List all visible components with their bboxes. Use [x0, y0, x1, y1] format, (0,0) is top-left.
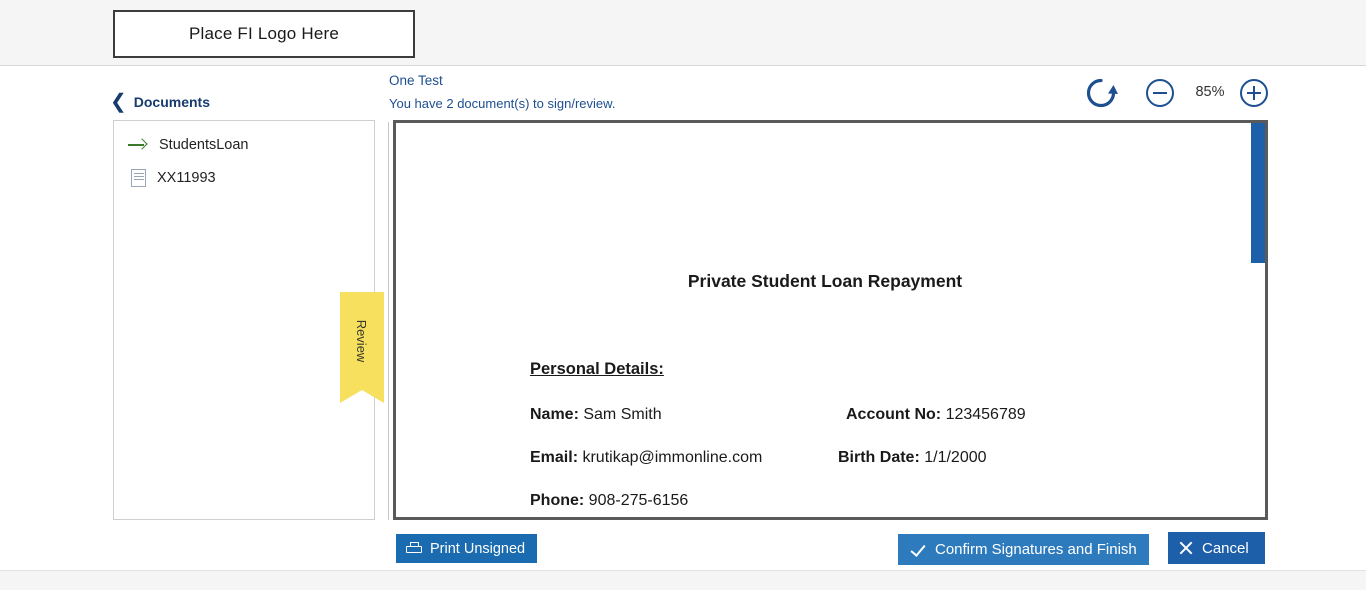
- field-phone: [530, 492, 688, 510]
- viewer-scrollbar[interactable]: [1251, 123, 1265, 517]
- confirm-signatures-label: Confirm Signatures and Finish: [935, 541, 1137, 558]
- top-logo-bar: [0, 0, 1366, 66]
- back-to-documents-button[interactable]: [110, 92, 210, 112]
- cancel-button[interactable]: [1168, 532, 1265, 564]
- check-icon: [910, 542, 925, 557]
- review-tab-flag[interactable]: [340, 292, 384, 390]
- field-phone-label: Phone:: [530, 492, 585, 509]
- logo-placeholder-box: [113, 10, 415, 58]
- zoom-in-button[interactable]: [1240, 79, 1268, 107]
- field-account-no-value: 123456789: [945, 406, 1026, 423]
- document-viewer: [393, 120, 1268, 520]
- logo-placeholder-text: Place FI Logo Here: [188, 24, 340, 43]
- bottom-strip: [0, 570, 1366, 590]
- back-to-documents-label: Documents: [133, 94, 210, 110]
- document-page: [396, 123, 1254, 517]
- list-item[interactable]: [128, 137, 249, 153]
- viewer-scrollbar-thumb[interactable]: [1251, 123, 1265, 263]
- envelope-subtitle: You have 2 document(s) to sign/review.: [389, 96, 616, 111]
- document-title: Private Student Loan Repayment: [687, 271, 963, 291]
- document-section-heading: Personal Details:: [530, 360, 664, 378]
- field-phone-value: 908-275-6156: [588, 492, 689, 509]
- envelope-title: One Test: [389, 73, 443, 88]
- document-list-label: StudentsLoan: [159, 137, 249, 153]
- field-email-value: krutikap@immonline.com: [582, 449, 763, 466]
- review-tab-label: Review: [354, 319, 370, 363]
- document-list-panel: [113, 120, 375, 520]
- field-name-label: Name:: [530, 406, 579, 423]
- close-icon: [1178, 540, 1194, 556]
- field-name-value: Sam Smith: [583, 406, 662, 423]
- zoom-out-button[interactable]: [1146, 79, 1174, 107]
- arrow-right-icon: [128, 138, 148, 152]
- page-icon: [131, 169, 146, 187]
- field-email: [530, 449, 762, 467]
- field-birth-date-value: 1/1/2000: [924, 449, 987, 466]
- panel-divider: [388, 122, 389, 520]
- printer-icon: [406, 542, 422, 556]
- print-unsigned-label: Print Unsigned: [430, 540, 526, 557]
- field-account-no: [846, 406, 1026, 424]
- field-name: [530, 406, 662, 424]
- field-birth-date: [838, 449, 987, 467]
- cancel-label: Cancel: [1202, 539, 1249, 557]
- field-email-label: Email:: [530, 449, 579, 466]
- print-unsigned-button[interactable]: [396, 534, 537, 563]
- document-list-label: XX11993: [157, 170, 216, 186]
- field-birth-date-label: Birth Date:: [838, 449, 920, 466]
- field-account-no-label: Account No:: [846, 406, 942, 423]
- list-item[interactable]: [128, 169, 216, 187]
- chevron-left-icon: ❮: [110, 91, 127, 113]
- confirm-signatures-button[interactable]: [898, 534, 1149, 565]
- refresh-icon[interactable]: [1084, 76, 1118, 110]
- zoom-level-label: 85%: [1195, 84, 1225, 100]
